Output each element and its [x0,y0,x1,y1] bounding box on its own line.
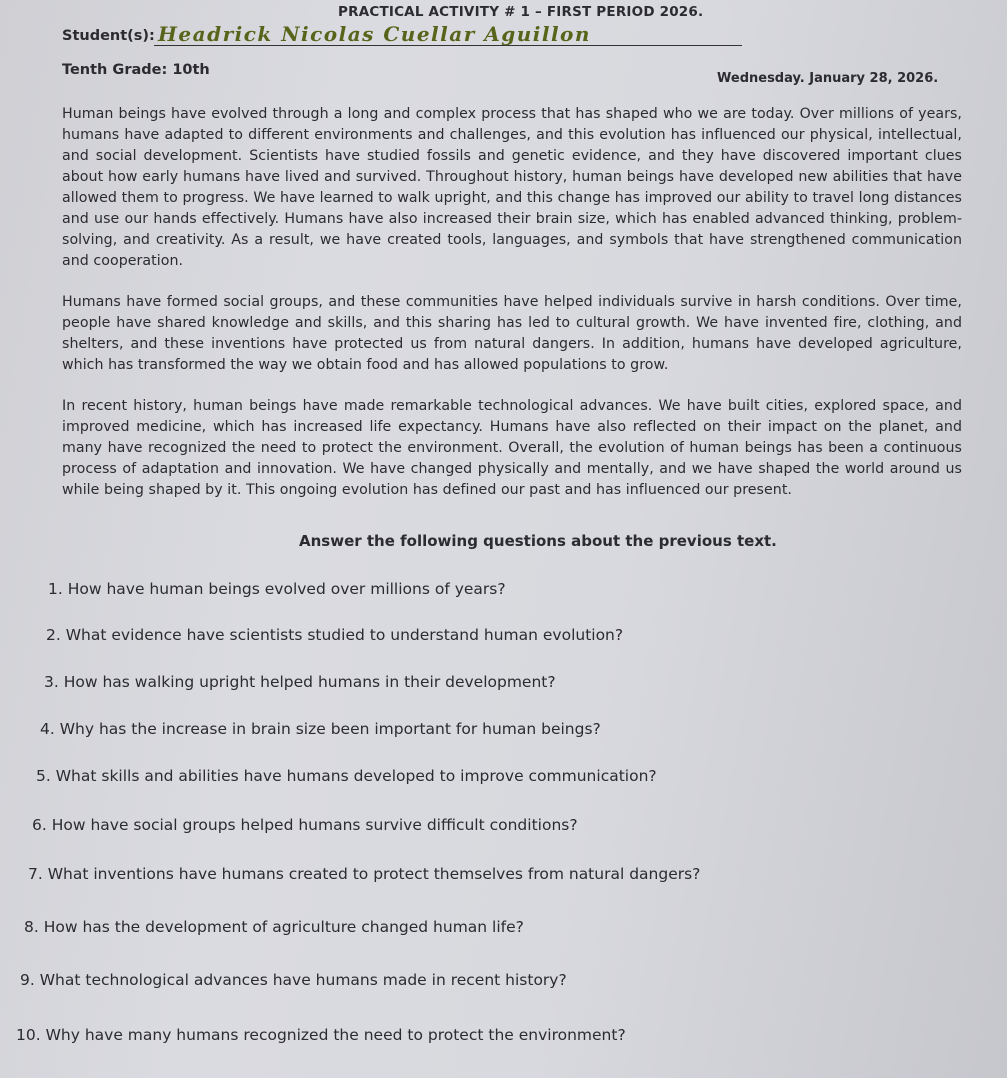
student-name-handwritten: Headrick Nicolas Cuellar Aguillon [158,22,591,46]
passage-paragraph-3: In recent history, human beings have made remarkable technological advances. We have built cities, explored space, and improved medicine, which has increased life expectancy. Humans have also reflected on their impact on the planet, and many have recognized the need to protect the environment. Overall, the evolution of human beings has been a continuous process of adaptation and innovation. We have changed physically and mentally, and we have shaped the world around us while being shaped by it. This ongoing evolution has defined our past and has influenced our present. [62,398,962,498]
passage-paragraph-2: Humans have formed social groups, and these communities have helped individuals survive in harsh conditions. Over time, people have shared knowledge and skills, and this sharing has led to cultural growth. We have invented fire, clothing, and shelters, and these inventions have protected us from natural dangers. In addition, humans have developed agriculture, which has transformed the way we obtain food and has allowed populations to grow. [62,294,962,373]
question-9: 9. What technological advances have humans made in recent history? [20,971,567,989]
question-7: 7. What inventions have humans created to protect themselves from natural dangers? [28,865,701,883]
question-2: 2. What evidence have scientists studied to understand human evolution? [46,626,624,644]
reading-passage [62,104,962,521]
question-1: 1. How have human beings evolved over millions of years? [48,580,506,598]
student-field [62,22,762,52]
question-5: 5. What skills and abilities have humans developed to improve communication? [36,767,657,785]
activity-title: PRACTICAL ACTIVITY # 1 – FIRST PERIOD 2026. [338,4,704,20]
passage-paragraph-1: Human beings have evolved through a long and complex process that has shaped who we are today. Over millions of years, humans have adapted to different environments and challenges, and this evolution has influenced our physical, intellectual, and social development. Scientists have studied fossils and genetic evidence, and they have discovered important clues about how early humans have lived and survived. Throughout history, human beings have developed new abilities that have allowed them to progress. We have learned to walk upright, and this change has improved our ability to travel long distances and use our hands effectively. Humans have also increased their brain size, which has enabled advanced thinking, problem-solving, and creativity. As a result, we have created tools, languages, and symbols that have strengthened communication and cooperation. [62,106,962,269]
grade-label: Tenth Grade: 10th [62,62,210,78]
activity-date: Wednesday. January 28, 2026. [717,71,939,86]
question-4: 4. Why has the increase in brain size been important for human beings? [40,720,601,738]
question-8: 8. How has the development of agriculture changed human life? [24,918,524,936]
question-3: 3. How has walking upright helped humans in their development? [44,673,556,691]
question-6: 6. How have social groups helped humans survive difficult conditions? [32,816,578,834]
question-10: 10. Why have many humans recognized the need to protect the environment? [16,1026,626,1044]
instructions-heading: Answer the following questions about the previous text. [299,532,777,550]
student-label: Student(s): [62,28,155,44]
